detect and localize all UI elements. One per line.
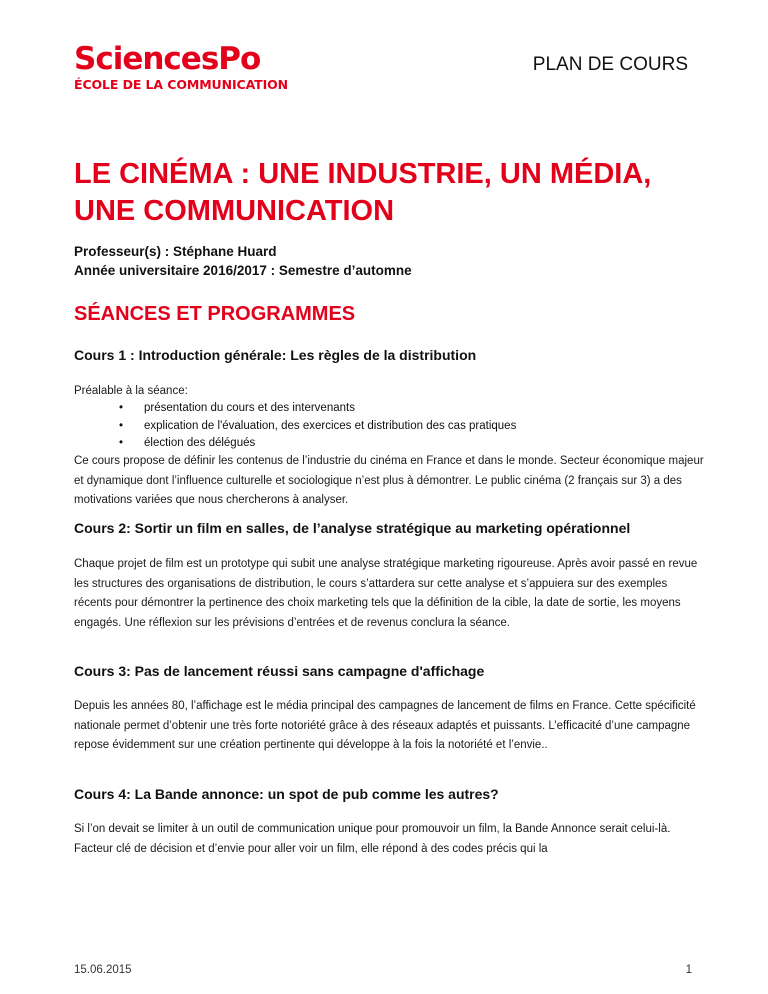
list-item: • présentation du cours et des intervenants bbox=[74, 400, 516, 418]
course-4-description: Si l’on devait se limiter à un outil de communication unique pour promouvoir un film, la Bande Annonce serait celui-là. Facteur clé de décision et d’envie pour aller voir un film, elle répond à des codes précis qui la bbox=[74, 823, 671, 855]
logo-subtitle: ÉCOLE DE LA COMMUNICATION bbox=[74, 77, 289, 92]
document-type-label: PLAN DE COURS bbox=[532, 54, 688, 75]
course-1-prelim: Préalable à la séance: bbox=[74, 385, 188, 397]
bullet-icon: • bbox=[119, 437, 124, 449]
footer-date: 15.06.2015 bbox=[74, 964, 132, 976]
logo-wordmark: SciencesPo bbox=[74, 41, 261, 77]
course-2-title: Cours 2: Sortir un film en salles, de l’analyse stratégique au marketing opérationnel bbox=[74, 520, 631, 536]
course-4-title: Cours 4: La Bande annonce: un spot de pub comme les autres? bbox=[74, 786, 499, 802]
course-info bbox=[74, 242, 412, 280]
bullet-icon: • bbox=[119, 419, 124, 432]
page-number: 1 bbox=[685, 964, 692, 976]
list-item: • explication de l'évaluation, des exercices et distribution des cas pratiques bbox=[74, 418, 516, 436]
course-3-title: Cours 3: Pas de lancement réussi sans campagne d'affichage bbox=[74, 663, 485, 679]
course-1-title: Cours 1 : Introduction générale: Les règles de la distribution bbox=[74, 347, 477, 363]
academic-year-line: Année universitaire 2016/2017 : Semestre d’automne bbox=[74, 263, 412, 278]
course-2-description: Chaque projet de film est un prototype qui subit une analyse stratégique marketing rigoureuse. Après avoir passé en revue les structures des organisations de distribution, le cours s’attardera sur cette analyse et s’appuiera sur des exemples récents pour démontrer la pertinence des choix marketing tels que la définition de la cible, la date de sortie, les moyens engagés. Une réflexion sur les prévisions d’entrées et de revenus conclura la séance. bbox=[74, 558, 698, 629]
sciencespo-logo bbox=[74, 42, 288, 93]
list-item: • élection des délégués bbox=[74, 435, 516, 453]
section-heading: SÉANCES ET PROGRAMMES bbox=[74, 303, 356, 325]
page-title: LE CINÉMA : UNE INDUSTRIE, UN MÉDIA, UNE COMMUNICATION bbox=[74, 158, 652, 227]
course-1-description: Ce cours propose de définir les contenus de l’industrie du cinéma en France et dans le monde. Secteur économique majeur et dynamique dont l’influence culturelle et sociologique n’est plus à démontrer. Le public cinéma (2 français sur 3) a des motivations variées que nous chercherons à analyser. bbox=[74, 455, 704, 507]
course-1-bullet-list bbox=[74, 400, 516, 453]
bullet-icon: • bbox=[119, 402, 124, 414]
professor-line: Professeur(s) : Stéphane Huard bbox=[74, 244, 277, 259]
course-3-description: Depuis les années 80, l’affichage est le média principal des campagnes de lancement de films en France. Cette spécificité nationale permet d’obtenir une très forte notoriété grâce à des réseaux adaptés et puissants. L’efficacité d’une campagne repose évidemment sur une création pertinente qui développe à la fois la notoriété et l’envie.. bbox=[74, 700, 696, 752]
